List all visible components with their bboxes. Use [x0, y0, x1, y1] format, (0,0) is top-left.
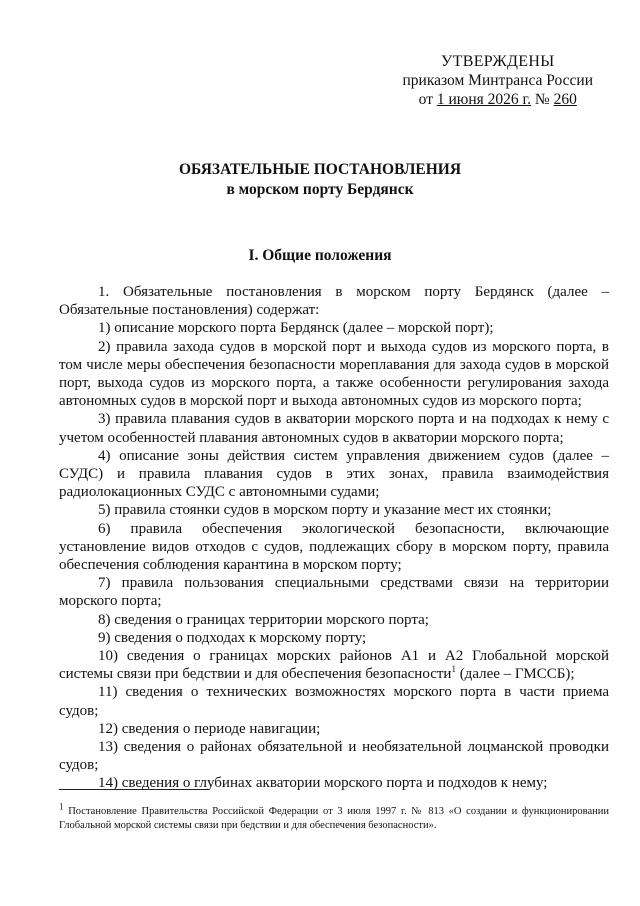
clause-item-8: 8) сведения о границах территории морского порта; [98, 611, 429, 628]
document-title [0, 160, 640, 200]
clause-item-10-text: 10) сведения о границах морских районов А1 и А2 Глобальной морской системы связи при бедствии и для обеспечения безопасности [59, 648, 609, 683]
approval-number: 260 [553, 91, 577, 108]
footnote-text: Постановление Правительства Российской Федерации от 3 июля 1997 г. № 813 «О создании и функционировании Глобальной морской системы связи при бедствии и для обеспечения безопасности». [59, 806, 609, 831]
clause-item-2: 2) правила захода судов в морской порт и выхода судов из морского порта, в том числе меры обеспечения безопасности мореплавания для захода судов в морской порт, выхода судов из морского порта, а также особенности регулирования захода автономных судов в морской порт и выхода автономных судов из морского порта; [59, 338, 609, 410]
footnote-divider [59, 789, 209, 790]
clause-item-1: 1) описание морского порта Бердянск (далее – морской порт); [98, 320, 494, 337]
footnote [59, 801, 609, 833]
clause-item-10 [59, 647, 609, 683]
clause-item-14: 14) сведения о глубинах акватории морского порта и подходов к нему; [98, 775, 548, 792]
footnote-ref[interactable]: 1 [451, 664, 456, 675]
clause-item-11: 11) сведения о технических возможностях морского порта в части приема судов; [59, 684, 609, 719]
clause-item-6: 6) правила обеспечения экологической безопасности, включающие установление видов отходов с судов, подлежащих сбору в морском порту, правила обеспечения соблюдения карантина в морском порту; [59, 520, 609, 574]
clause-item-13: 13) сведения о районах обязательной и необязательной лоцманской проводки судов; [59, 739, 609, 774]
approval-stamp [403, 52, 594, 109]
clause-1: 1. Обязательные постановления в морском порту Бердянск (далее – Обязательные постановления) содержат: [59, 284, 609, 319]
section-heading: I. Общие положения [248, 247, 392, 264]
clause-item-12: 12) сведения о периоде навигации; [98, 720, 321, 737]
clause-item-7: 7) правила пользования специальными средствами связи на территории морского порта; [59, 575, 609, 610]
document-body [59, 283, 609, 793]
approval-date-line [403, 90, 594, 109]
clause-item-3: 3) правила плавания судов в акватории морского порта и на подходах к нему с учетом особенностей плавания автономных судов в акватории морского порта; [59, 411, 609, 446]
approval-date: 1 июня 2026 г. [436, 91, 532, 108]
approval-prefix: от [418, 91, 433, 108]
approval-number-sign: № [534, 91, 550, 108]
approval-heading: УТВЕРЖДЕНЫ [441, 53, 555, 70]
approval-order: приказом Минтранса России [402, 72, 593, 89]
footnote-mark: 1 [59, 801, 64, 812]
document-title-line1: ОБЯЗАТЕЛЬНЫЕ ПОСТАНОВЛЕНИЯ [178, 161, 462, 178]
clause-item-10-tail: (далее – ГМССБ); [455, 666, 575, 683]
clause-item-5: 5) правила стоянки судов в морском порту и указание мест их стоянки; [98, 502, 552, 519]
clause-item-9: 9) сведения о подходах к морскому порту; [98, 629, 367, 646]
clause-item-4: 4) описание зоны действия систем управления движением судов (далее – СУДС) и правила плавания судов в этих зонах, правила взаимодействия радиолокационных СУДС с автономными судами; [59, 447, 609, 501]
document-title-line2: в морском порту Бердянск [226, 181, 414, 198]
